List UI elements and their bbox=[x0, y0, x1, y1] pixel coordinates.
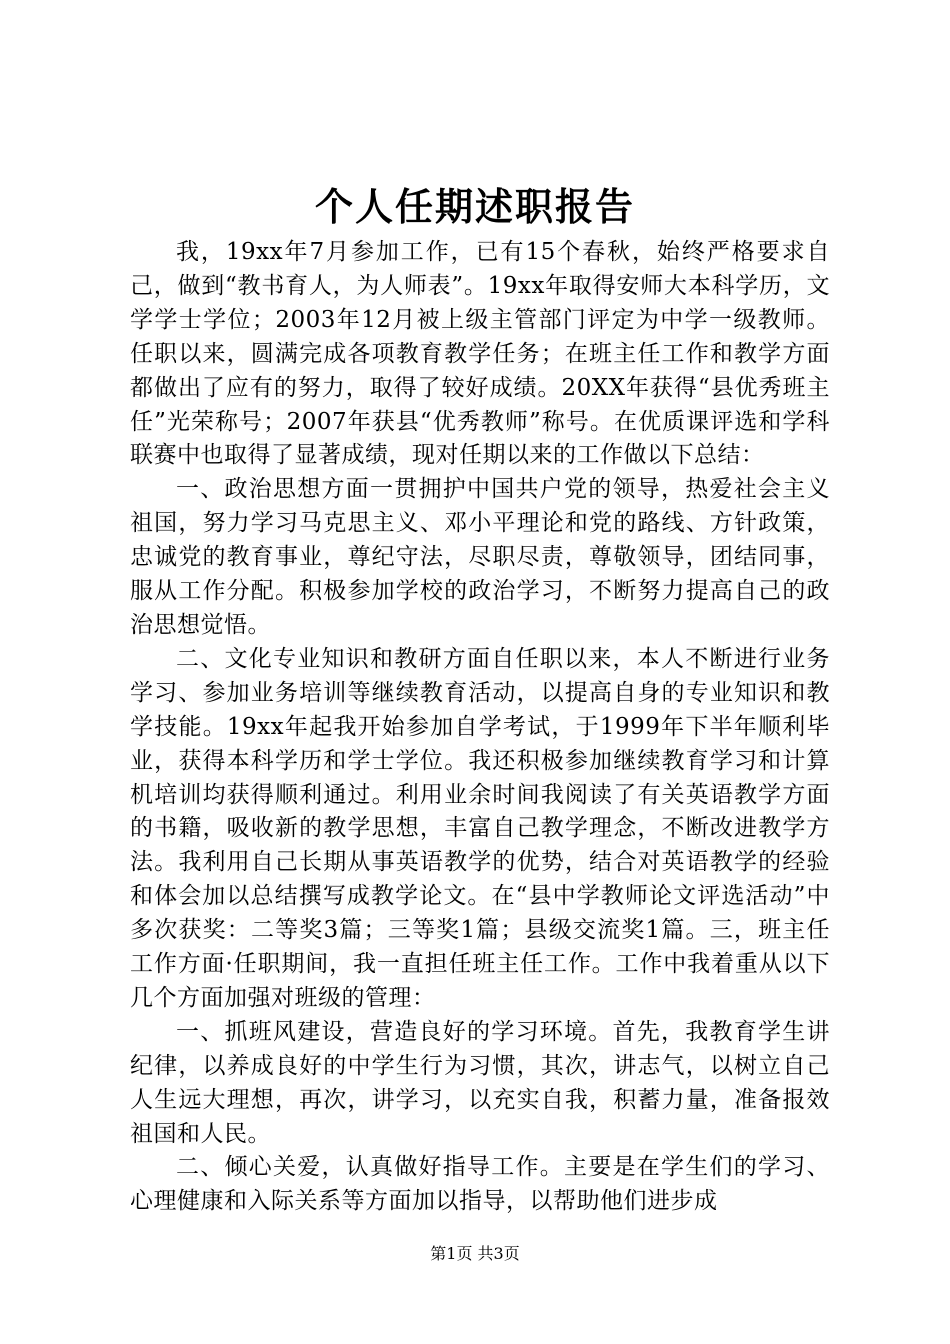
paragraph-political: 一、政治思想方面一贯拥护中国共户党的领导，热爱社会主义祖国，努力学习马克思主义、邓小平理论和党的路线、方针政策，忠诚党的教育事业，尊纪守法，尽职尽责，尊敬领导，团结同事，服从工作分配。积极参加学校的政治学习，不断努力提高自己的政治思想觉悟。 bbox=[130, 476, 830, 638]
paragraph-guidance: 二、倾心关爱，认真做好指导工作。主要是在学生们的学习、心理健康和入际关系等方面加以指导，以帮助他们进步成 bbox=[130, 1154, 830, 1215]
page-footer: 第1页 共3页 bbox=[430, 1244, 520, 1263]
document-title: 个人任期述职报告 bbox=[314, 184, 635, 229]
paragraph-intro: 我，19xx年7月参加工作，已有15个春秋，始终严格要求自己，做到“教书育人，为人师表”。19xx年取得安师大本科学历，文学学士学位；2003年12月被上级主管部门评定为中学一级教师。任职以来，圆满完成各项教育教学任务；在班主任工作和教学方面都做出了应有的努力，取得了较好成绩。20XX年获得“县优秀班主任”光荣称号；2007年获县“优秀教师”称号。在优质课评选和学科联赛中也取得了显著成绩，现对任期以来的工作做以下总结： bbox=[130, 239, 830, 469]
document-body bbox=[130, 236, 830, 1219]
paragraph-class-style: 一、抓班风建设，营造良好的学习环境。首先，我教育学生讲纪律，以养成良好的中学生行为习惯，其次，讲志气，以树立自己人生远大理想，再次，讲学习，以充实自我，积蓄力量，准备报效祖国和人民。 bbox=[130, 1018, 830, 1147]
paragraph-professional: 二、文化专业知识和教研方面自任职以来，本人不断进行业务学习、参加业务培训等继续教育活动，以提高自身的专业知识和教学技能。19xx年起我开始参加自学考试，于1999年下半年顺利毕业，获得本科学历和学士学位。我还积极参加继续教育学习和计算机培训均获得顺利通过。利用业余时间我阅读了有关英语教学方面的书籍，吸收新的教学思想，丰富自己教学理念，不断改进教学方法。我利用自己长期从事英语教学的优势，结合对英语教学的经验和体会加以总结撰写成教学论文。在“县中学教师论文评选活动”中多次获奖：二等奖3篇；三等奖1篇；县级交流奖1篇。三，班主任工作方面·任职期间，我一直担任班主任工作。工作中我着重从以下几个方面加强对班级的管理： bbox=[130, 645, 830, 1011]
